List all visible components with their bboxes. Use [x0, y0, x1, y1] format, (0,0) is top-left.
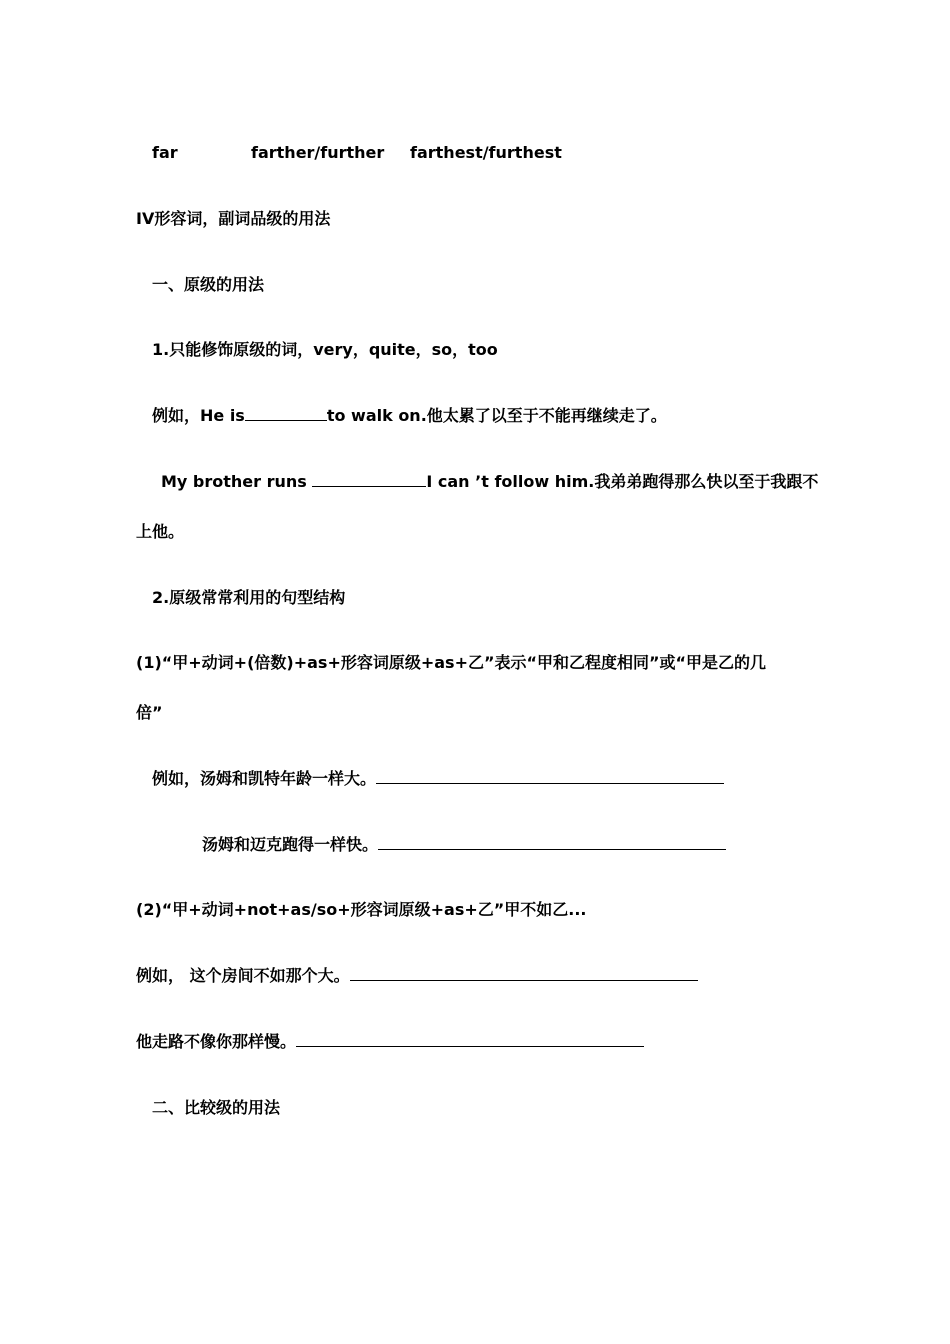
example-3	[152, 769, 724, 789]
heading-iv: IV形容词，副词品级的用法	[136, 209, 331, 228]
example-2-suffix: I can ’t follow him.我弟弟跑得那么快以至于我跟不	[426, 472, 819, 491]
pattern-1-line-2: 倍”	[136, 703, 163, 722]
answer-blank[interactable]	[245, 406, 327, 421]
example-4	[202, 835, 726, 855]
answer-blank[interactable]	[296, 1032, 644, 1047]
pattern-1-line-1: (1)“甲+动词+(倍数)+as+形容词原级+as+乙”表示“甲和乙程度相同”或“甲是乙的几	[136, 653, 767, 672]
example-5-text: 例如， 这个房间不如那个大。	[136, 966, 350, 985]
pattern-2: (2)“甲+动词+not+as/so+形容词原级+as+乙”甲不如乙...	[136, 900, 587, 919]
answer-blank[interactable]	[376, 769, 724, 784]
answer-blank[interactable]	[350, 966, 698, 981]
far-superlative: farthest/furthest	[410, 143, 562, 162]
example-1-suffix: to walk on.他太累了以至于不能再继续走了。	[326, 406, 667, 425]
item-1: 1.只能修饰原级的词，very，quite，so，too	[152, 340, 498, 359]
answer-blank[interactable]	[312, 472, 426, 487]
example-2-continuation: 上他。	[136, 522, 185, 541]
section-two-heading: 二、比较级的用法	[152, 1098, 281, 1117]
answer-blank[interactable]	[378, 835, 726, 850]
example-2-prefix: My brother runs	[161, 472, 313, 491]
example-5	[136, 966, 698, 986]
example-2	[161, 472, 818, 492]
example-6	[136, 1032, 644, 1052]
section-one-heading: 一、原级的用法	[152, 275, 265, 294]
example-4-text: 汤姆和迈克跑得一样快。	[202, 835, 379, 854]
far-comparative: farther/further	[251, 143, 385, 162]
far-row	[152, 143, 178, 163]
example-1	[152, 406, 667, 426]
item-2: 2.原级常常利用的句型结构	[152, 588, 346, 607]
far-base: far	[152, 143, 178, 162]
example-3-text: 例如，汤姆和凯特年龄一样大。	[152, 769, 377, 788]
example-1-prefix: 例如，He is	[152, 406, 245, 425]
example-6-text: 他走路不像你那样慢。	[136, 1032, 297, 1051]
